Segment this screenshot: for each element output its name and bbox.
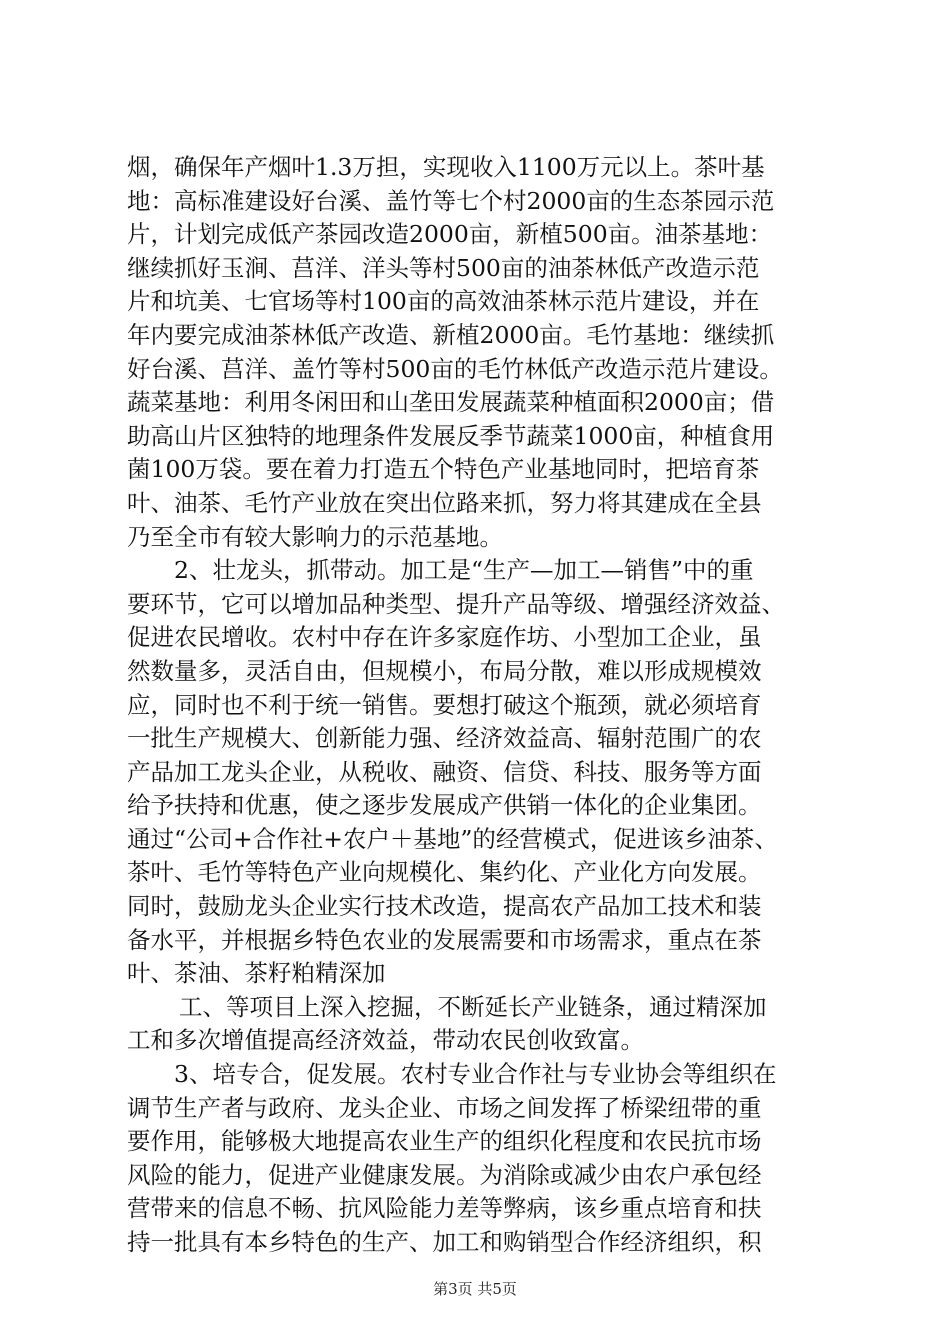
text-line: 营带来的信息不畅、抗风险能力差等弊病，该乡重点培育和扶 (127, 1194, 762, 1223)
text-line: 2、壮龙头，抓带动。加工是“生产—加工—销售”中的重 (174, 556, 754, 585)
text-line: 工和多次增值提高经济效益，带动农民创收致富。 (127, 1026, 644, 1055)
text-line: 叶、茶油、茶籽粕精深加 (127, 959, 386, 988)
text-line: 持一批具有本乡特色的生产、加工和购销型合作经济组织，积 (127, 1228, 762, 1256)
text-line: 3、培专合，促发展。农村专业合作社与专业协会等组织在 (174, 1060, 777, 1089)
text-line: 促进农民增收。农村中存在许多家庭作坊、小型加工企业，虽 (127, 623, 762, 652)
text-line: 烟，确保年产烟叶1.3万担，实现收入1100万元以上。茶叶基 (127, 153, 765, 181)
text-line: 通过“公司+合作社+农户＋基地”的经营模式，促进该乡油茶、 (127, 824, 778, 853)
text-line: 助高山片区独特的地理条件发展反季节蔬菜1000亩，种植食用 (127, 421, 775, 450)
text-line: 要环节，它可以增加品种类型、提升产品等级、增强经济效益、 (127, 589, 785, 618)
text-line: 片，计划完成低产茶园改造2000亩，新植500亩。油茶基地： (127, 220, 773, 249)
text-line: 一批生产规模大、创新能力强、经济效益高、辐射范围广的农 (127, 724, 762, 753)
text-line: 产品加工龙头企业，从税收、融资、信贷、科技、服务等方面 (127, 757, 762, 786)
page-footer: 第3页 共5页 (433, 1280, 517, 1298)
text-line: 片和坑美、七官场等村100亩的高效油茶林示范片建设，并在 (127, 287, 760, 316)
text-line: 工、等项目上深入挖掘，不断延长产业链条，通过精深加 (179, 992, 767, 1021)
text-line: 风险的能力，促进产业健康发展。为消除或减少由农户承包经 (127, 1160, 762, 1189)
text-line: 乃至全市有较大影响力的示范基地。 (127, 522, 503, 551)
text-line: 菌100万袋。要在着力打造五个特色产业基地同时，把培育茶 (127, 455, 760, 484)
text-line: 然数量多，灵活自由，但规模小，布局分散，难以形成规模效 (127, 656, 762, 685)
text-line: 叶、油茶、毛竹产业放在突出位路来抓，努力将其建成在全县 (127, 488, 762, 517)
text-line: 蔬菜基地：利用冬闲田和山垄田发展蔬菜种植面积2000亩；借 (127, 388, 775, 417)
text-line: 同时，鼓励龙头企业实行技术改造，提高农产品加工技术和装 (127, 892, 762, 921)
text-line: 继续抓好玉涧、莒洋、洋头等村500亩的油茶林低产改造示范 (127, 253, 760, 282)
text-line: 茶叶、毛竹等特色产业向规模化、集约化、产业化方向发展。 (127, 858, 762, 887)
text-line: 应，同时也不利于统一销售。要想打破这个瓶颈，就必须培育 (127, 690, 762, 719)
text-line: 地：高标准建设好台溪、盖竹等七个村2000亩的生态茶园示范 (127, 186, 775, 215)
text-line: 年内要完成油茶林低产改造、新植2000亩。毛竹基地：继续抓 (127, 320, 775, 349)
document-body (127, 151, 833, 1260)
text-line: 备水平，并根据乡特色农业的发展需要和市场需求，重点在茶 (127, 925, 762, 954)
text-line: 要作用，能够极大地提高农业生产的组织化程度和农民抗市场 (127, 1127, 762, 1156)
text-line: 调节生产者与政府、龙头企业、市场之间发挥了桥梁纽带的重 (127, 1093, 762, 1122)
text-line: 好台溪、莒洋、盖竹等村500亩的毛竹林低产改造示范片建设。 (127, 354, 783, 383)
text-line: 给予扶持和优惠，使之逐步发展成产供销一体化的企业集团。 (127, 791, 762, 820)
